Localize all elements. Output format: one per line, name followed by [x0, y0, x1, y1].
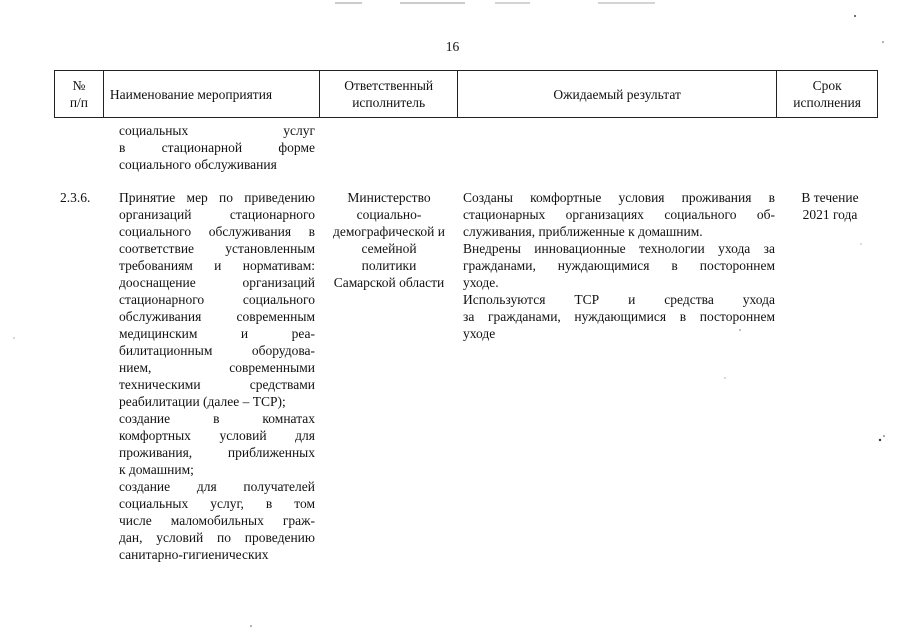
measure-line: санитарно-гигиенических	[119, 547, 269, 562]
measure-line: социального обслуживания в	[119, 224, 315, 239]
measure-line: к домашним;	[119, 462, 194, 477]
measure-line: Принятие мер по приведению	[119, 190, 315, 205]
responsible-line: Министерство	[347, 190, 431, 205]
continuation-line: социального обслуживания	[119, 157, 277, 172]
term-line: 2021 года	[802, 207, 858, 222]
responsible-line: Самарской области	[333, 275, 445, 290]
measure-line: проживания, приближенных	[119, 445, 315, 460]
responsible-line: политики	[361, 258, 417, 273]
result-line: уходе.	[463, 275, 499, 290]
measure-line: нием, современными	[119, 360, 315, 375]
measure-line: соответствие установленным	[119, 241, 315, 256]
row-number: 2.3.6.	[60, 190, 91, 205]
continuation-line: социальных услуг	[119, 123, 315, 138]
measure-line: билитационным оборудова-	[119, 343, 315, 358]
table-header	[54, 70, 878, 118]
measure-line: организаций стационарного	[119, 207, 315, 222]
result-line: за гражданами, нуждающимися в постороннем	[463, 309, 775, 324]
result-line: уходе	[463, 326, 496, 341]
measure-line: медицинским и реа-	[119, 326, 315, 341]
measure-line: создание для получателей	[119, 479, 315, 494]
continuation-line: в стационарной форме	[119, 140, 315, 155]
term-line: В течение	[801, 190, 859, 205]
page-number: 16	[445, 39, 460, 54]
measure-line: дооснащение организаций	[119, 275, 315, 290]
measure-line: требованиям и нормативам:	[119, 258, 315, 273]
result-line: стационарных организациях социального об-	[463, 207, 775, 222]
header-responsible-line-2: исполнитель	[352, 95, 426, 110]
measure-line: реабилитации (далее – ТСР);	[119, 394, 286, 409]
expected-result	[463, 189, 775, 342]
responsible-line: социально-	[356, 207, 422, 222]
result-line: гражданами, нуждающимися в постороннем	[463, 258, 775, 273]
header-num	[55, 71, 104, 117]
header-responsible-line-1: Ответственный	[344, 78, 434, 93]
header-term-line-1: Срок	[812, 78, 842, 93]
result-line: служивания, приближенные к домашним.	[463, 224, 703, 239]
result-line: Внедрены инновационные технологии ухода за	[463, 241, 775, 256]
header-responsible	[320, 71, 458, 117]
measure-line: дан, условий по проведению	[119, 530, 315, 545]
header-num-line-2: п/п	[69, 95, 89, 110]
result-line: Созданы комфортные условия проживания в	[463, 190, 775, 205]
responsible-line: демографической и	[333, 224, 445, 239]
measure-line: обслуживания современным	[119, 309, 315, 324]
header-name: Наименование мероприятия	[104, 71, 320, 117]
measure-line: комфортных условий для	[119, 428, 315, 443]
header-result: Ожидаемый результат	[458, 71, 777, 117]
responsible-line: семейной	[361, 241, 417, 256]
continuation-text	[119, 122, 315, 173]
responsible-executor	[320, 189, 458, 291]
execution-term	[790, 189, 870, 223]
measure-name	[119, 189, 315, 563]
measure-line: техническими средствами	[119, 377, 315, 392]
measure-line: социальных услуг, в том	[119, 496, 315, 511]
header-term	[777, 71, 877, 117]
header-num-line-1: №	[72, 78, 86, 93]
result-line: Используются ТСР и средства ухода	[463, 292, 775, 307]
measure-line: создание в комнатах	[119, 411, 315, 426]
measure-line: числе маломобильных граж-	[119, 513, 315, 528]
header-term-line-2: исполнения	[793, 95, 861, 110]
measure-line: стационарного социального	[119, 292, 315, 307]
